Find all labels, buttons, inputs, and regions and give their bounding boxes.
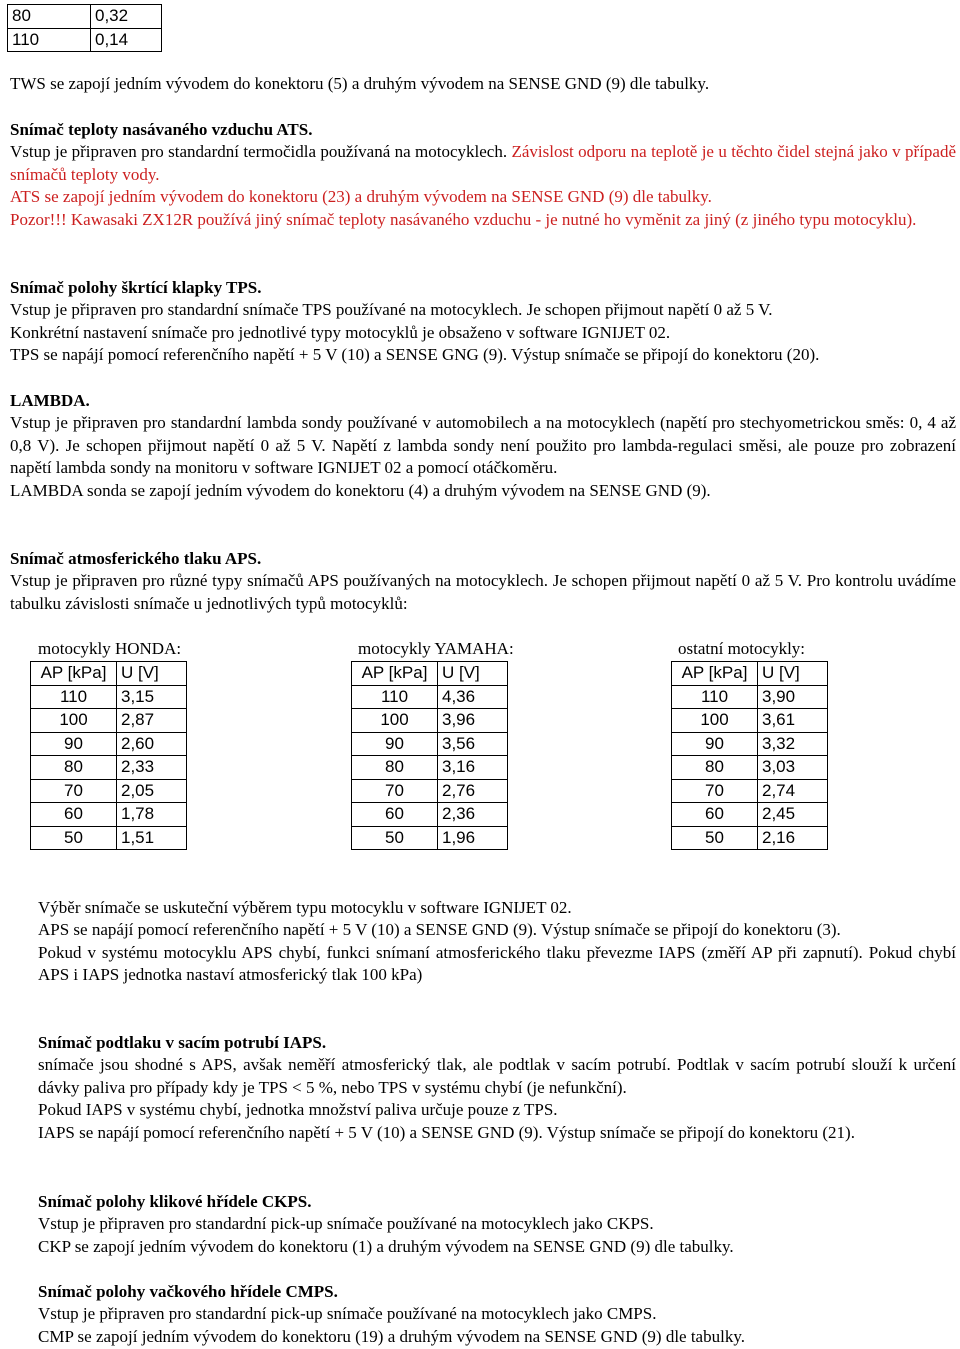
ats-heading: Snímač teploty nasávaného vzduchu ATS. <box>10 120 313 139</box>
table-cell: 2,16 <box>758 826 828 850</box>
table-cell: 3,61 <box>758 709 828 733</box>
table-cell: 2,76 <box>438 779 508 803</box>
table-cell: 90 <box>672 732 758 756</box>
table-cell: 60 <box>31 803 117 827</box>
table-cell: 1,51 <box>117 826 187 850</box>
table-cell: 2,05 <box>117 779 187 803</box>
tps-paragraph-3: TPS se napájí pomocí referenčního napětí + 5 V (10) a SENSE GNG (9). Výstup snímače se připojí do konektoru (20). <box>10 345 820 365</box>
tps-paragraph-1: Vstup je připraven pro standardní snímače TPS používané na motocyklech. Je schopen přijmout napětí 0 až 5 V. <box>10 300 773 320</box>
other-table-title: ostatní motocykly: <box>678 639 806 658</box>
table-row <box>352 732 508 756</box>
table-cell: 50 <box>31 826 117 850</box>
table-row <box>31 803 187 827</box>
table-cell: 1,78 <box>117 803 187 827</box>
ckps-paragraph-1: Vstup je připraven pro standardní pick-up snímače používané na motocyklech jako CKPS. <box>38 1214 654 1234</box>
iaps-paragraph-1: snímače jsou shodné s APS, avšak neměří atmosferický tlak, ale podtlak v sacím potrubí. Podtlak v sacím potrubí slouží k určení dávky paliva pro případy kdy je TPS < 5 %, nebo TPS v systému chybí (je nefunkční). <box>38 1055 956 1097</box>
table-row <box>352 803 508 827</box>
header-cell: AP [kPa] <box>352 662 438 686</box>
table-row <box>672 756 828 780</box>
iaps-paragraph-2: Pokud IAPS v systému chybí, jednotka množství paliva určuje pouze z TPS. <box>38 1100 558 1120</box>
table-cell: 100 <box>352 709 438 733</box>
lambda-paragraph-2: LAMBDA sonda se zapojí jedním vývodem do konektoru (4) a druhým vývodem na SENSE GND (9). <box>10 480 711 500</box>
yamaha-table-title: motocykly YAMAHA: <box>358 639 514 658</box>
top-table <box>7 4 162 52</box>
aps-paragraph-4: Pokud v systému motocyklu APS chybí, funkci snímaní atmosferického tlaku převezme IAPS (změří AP při zapnutí). Pokud chybí APS i IAPS jednotka nastaví atmosferický tlak 100 kPa) <box>38 942 956 985</box>
tws-line: TWS se zapojí jedním vývodem do konektoru (5) a druhým vývodem na SENSE GND (9) dle tabulky. <box>10 74 710 93</box>
ckps-section <box>38 1191 956 1258</box>
aps-paragraph-2: Výběr snímače se uskuteční výběrem typu motocyklu v software IGNIJET 02. <box>38 898 572 917</box>
tps-paragraph-2: Konkrétní nastavení snímače pro jednotlivé typy motocyklů je obsaženo v software IGNIJET 02. <box>10 322 671 342</box>
header-cell: AP [kPa] <box>31 662 117 686</box>
table-cell: 50 <box>672 826 758 850</box>
cmps-heading: Snímač polohy vačkového hřídele CMPS. <box>38 1282 338 1301</box>
table-row <box>352 756 508 780</box>
table-header-row <box>31 662 187 686</box>
ats-warning: Pozor!!! Kawasaki ZX12R používá jiný snímač teploty nasávaného vzduchu - je nutné ho vyměnit za jiný (z jiného typu motocyklu). <box>10 209 917 229</box>
table-header-row <box>352 662 508 686</box>
ats-text-black: Vstup je připraven pro standardní termočidla používaná na motocyklech. <box>10 142 508 162</box>
table-cell: 60 <box>352 803 438 827</box>
table-cell: 70 <box>672 779 758 803</box>
table-cell: 70 <box>31 779 117 803</box>
table-row <box>352 826 508 850</box>
table-cell: 2,87 <box>117 709 187 733</box>
table-cell: 2,36 <box>438 803 508 827</box>
table-row <box>352 779 508 803</box>
table-cell: 4,36 <box>438 685 508 709</box>
table-cell: 110 <box>352 685 438 709</box>
table-cell: 3,56 <box>438 732 508 756</box>
table-row <box>672 685 828 709</box>
table-cell: 100 <box>672 709 758 733</box>
table-row <box>672 779 828 803</box>
table-cell: 100 <box>31 709 117 733</box>
table-cell: 70 <box>352 779 438 803</box>
table-cell: 2,60 <box>117 732 187 756</box>
iaps-paragraph-3: IAPS se napájí pomocí referenčního napětí + 5 V (10) a SENSE GND (9). Výstup snímače se připojí do konektoru (21). <box>38 1122 855 1142</box>
table-cell: 1,96 <box>438 826 508 850</box>
table-cell: 90 <box>31 732 117 756</box>
cmps-paragraph-1: Vstup je připraven pro standardní pick-up snímače používané na motocyklech jako CMPS. <box>38 1304 657 1324</box>
table-row <box>672 732 828 756</box>
table-cell: 3,90 <box>758 685 828 709</box>
table-cell: 3,96 <box>438 709 508 733</box>
table-cell: 50 <box>352 826 438 850</box>
lambda-section <box>10 390 956 502</box>
header-cell: AP [kPa] <box>672 662 758 686</box>
table-row <box>8 28 162 52</box>
table-cell: 60 <box>672 803 758 827</box>
table-cell: 3,03 <box>758 756 828 780</box>
ats-paragraph-1 <box>10 141 956 186</box>
table-cell: 80 <box>672 756 758 780</box>
table-cell: 3,16 <box>438 756 508 780</box>
aps-section <box>10 548 956 615</box>
table-cell: 110 <box>8 28 91 52</box>
table-row <box>31 826 187 850</box>
table-cell: 80 <box>31 756 117 780</box>
table-cell: 80 <box>352 756 438 780</box>
table-row <box>672 709 828 733</box>
table-row <box>31 709 187 733</box>
table-row <box>8 5 162 29</box>
aps-heading: Snímač atmosferického tlaku APS. <box>10 549 262 568</box>
table-cell: 3,32 <box>758 732 828 756</box>
table-cell: 80 <box>8 5 91 29</box>
table-cell: 110 <box>672 685 758 709</box>
iaps-section <box>38 1032 956 1144</box>
table-cell: 2,45 <box>758 803 828 827</box>
table-cell: 0,14 <box>91 28 162 52</box>
iaps-heading: Snímač podtlaku v sacím potrubí IAPS. <box>38 1033 327 1052</box>
ats-paragraph-2: ATS se zapojí jedním vývodem do konektoru (23) a druhým vývodem na SENSE GND (9) dle tabulky. <box>10 187 712 207</box>
table-cell: 110 <box>31 685 117 709</box>
table-row <box>31 779 187 803</box>
table-row <box>352 685 508 709</box>
table-row <box>31 732 187 756</box>
tws-paragraph <box>10 73 956 95</box>
ckps-paragraph-2: CKP se zapojí jedním vývodem do konektoru (1) a druhým vývodem na SENSE GND (9) dle tabulky. <box>38 1236 734 1256</box>
other-table <box>671 661 828 850</box>
cmps-paragraph-2: CMP se zapojí jedním vývodem do konektoru (19) a druhým vývodem na SENSE GND (9) dle tabulky. <box>38 1326 745 1346</box>
cmps-section <box>38 1281 956 1348</box>
ckps-heading: Snímač polohy klikové hřídele CKPS. <box>38 1192 312 1211</box>
header-cell: U [V] <box>758 662 828 686</box>
lambda-paragraph-1: Vstup je připraven pro standardní lambda sondy používané v automobilech a na motocyklech (napětí pro stechyometrickou směs: 0, 4 až 0,8 V). Je schopen přijmout napětí 0 až 5 V. Napětí z lambda sondy není použito pro lambda-regulaci směsi, ale pouze pro zobrazení napětí lambda sondy na monitoru v software IGNIJET 02 a pomocí otáčkoměru. <box>10 413 956 478</box>
table-row <box>31 756 187 780</box>
table-cell: 3,15 <box>117 685 187 709</box>
tps-heading: Snímač polohy škrtící klapky TPS. <box>10 278 262 297</box>
table-row <box>352 709 508 733</box>
table-row <box>672 803 828 827</box>
honda-table <box>30 661 187 850</box>
table-header-row <box>672 662 828 686</box>
table-cell: 0,32 <box>91 5 162 29</box>
lambda-heading: LAMBDA. <box>10 391 90 410</box>
honda-table-title: motocykly HONDA: <box>38 639 182 658</box>
aps-paragraph-3: APS se napájí pomocí referenčního napětí + 5 V (10) a SENSE GND (9). Výstup snímače se připojí do konektoru (3). <box>38 920 841 940</box>
ats-text-red: Závislost odporu na teplotě je u těchto čidel stejná jako v případě snímačů teploty vody. <box>10 142 957 184</box>
table-row <box>31 685 187 709</box>
header-cell: U [V] <box>438 662 508 686</box>
yamaha-table <box>351 661 508 850</box>
tps-section <box>10 277 956 367</box>
table-cell: 2,33 <box>117 756 187 780</box>
aps-paragraph-1: Vstup je připraven pro různé typy snímačů APS používaných na motocyklech. Je schopen přijmout napětí 0 až 5 V. Pro kontrolu uvádíme tabulku závislosti snímače u jednotlivých typů motocyklů: <box>10 571 956 613</box>
aps-notes <box>38 897 956 987</box>
ats-section <box>10 119 956 231</box>
table-row <box>672 826 828 850</box>
table-cell: 2,74 <box>758 779 828 803</box>
table-cell: 90 <box>352 732 438 756</box>
header-cell: U [V] <box>117 662 187 686</box>
